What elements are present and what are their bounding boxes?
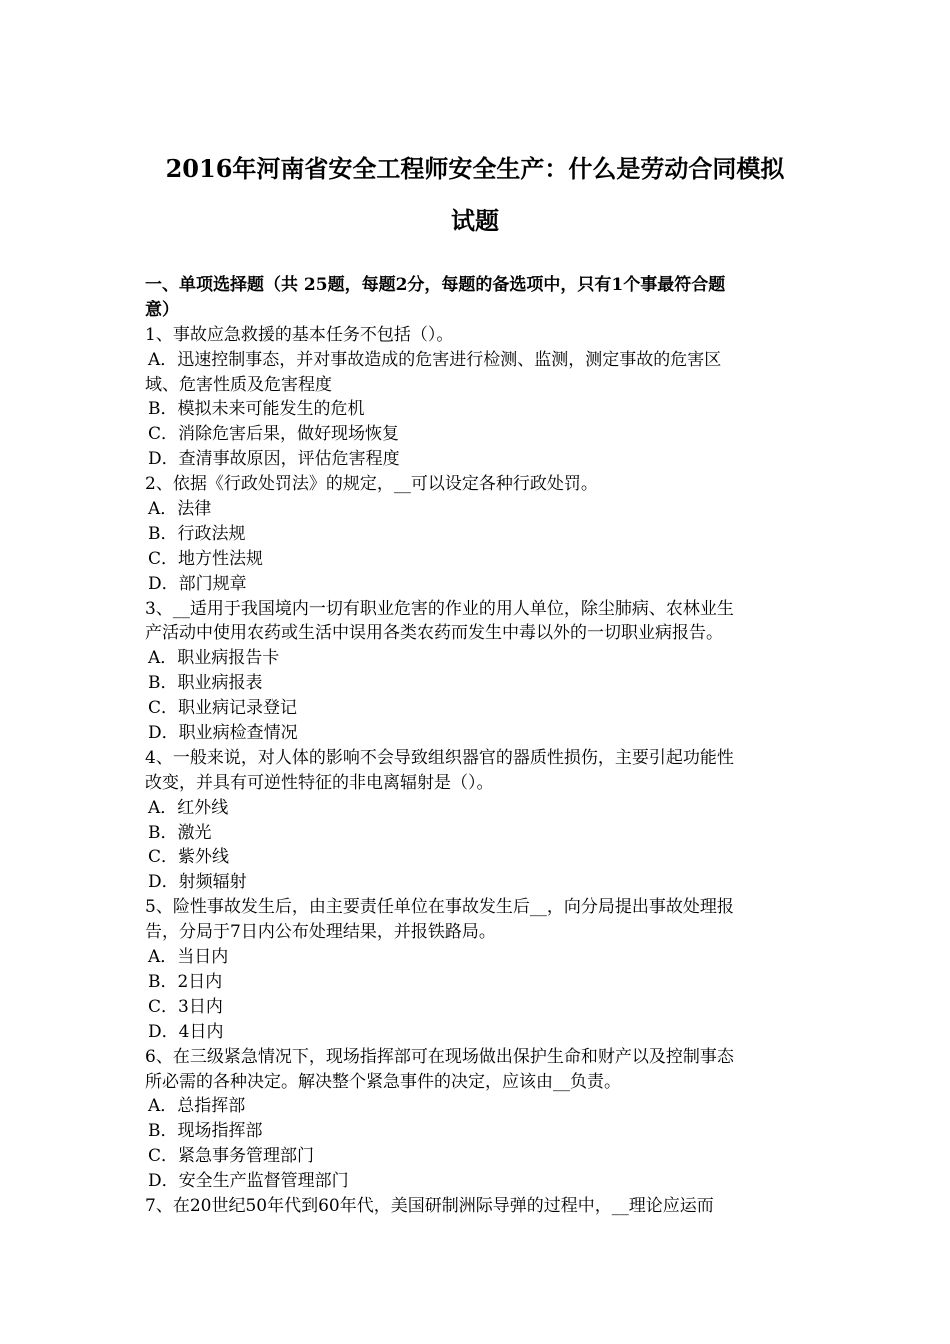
question-text-line: 6、在三级紧急情况下，现场指挥部可在现场做出保护生命和财产以及控制事态 <box>145 1046 734 1067</box>
section-heading-line: 意） <box>145 299 179 320</box>
question-text-line: 7、在20世纪50年代到60年代，美国研制洲际导弹的过程中，__理论应运而 <box>145 1195 714 1216</box>
section-heading-line: 一、单项选择题（共 25题，每题2分，每题的备选项中，只有1个事最符合题 <box>145 275 726 295</box>
question-text-line: 所必需的各种决定。解决整个紧急事件的决定，应该由__负责。 <box>145 1071 621 1092</box>
answer-option-line: B．现场指挥部 <box>148 1121 263 1142</box>
question-text-line: 4、一般来说，对人体的影响不会导致组织器官的器质性损伤，主要引起功能性 <box>145 747 734 768</box>
question-text-line: 2、依据《行政处罚法》的规定，__可以设定各种行政处罚。 <box>145 474 598 495</box>
question-text-line: 5、险性事故发生后，由主要责任单位在事故发生后__，向分局提出事故处理报 <box>145 897 734 918</box>
answer-option-line: B．行政法规 <box>148 523 246 544</box>
answer-option-line: A．法律 <box>148 499 212 520</box>
answer-option-line: A．红外线 <box>148 797 229 818</box>
document-title-line-1: 2016年河南省安全工程师安全生产：什么是劳动合同模拟 <box>165 154 785 183</box>
answer-option-line: D．查清事故原因，评估危害程度 <box>148 449 400 470</box>
answer-option-line: A．迅速控制事态，并对事故造成的危害进行检测、监测，测定事故的危害区 <box>148 349 722 370</box>
question-text-line: 域、危害性质及危害程度 <box>145 374 332 395</box>
answer-option-line: C．地方性法规 <box>148 548 264 569</box>
question-text-line: 改变，并具有可逆性特征的非电离辐射是（）。 <box>145 772 494 793</box>
answer-option-line: A．职业病报告卡 <box>148 648 280 669</box>
answer-option-line: D．4日内 <box>148 1021 224 1042</box>
answer-option-line: B．激光 <box>148 822 212 843</box>
answer-option-line: D．职业病检查情况 <box>148 723 298 744</box>
answer-option-line: D．射频辐射 <box>148 872 247 893</box>
answer-option-line: B．模拟未来可能发生的危机 <box>148 399 365 420</box>
answer-option-line: A．当日内 <box>148 947 229 968</box>
answer-option-line: B．2日内 <box>148 971 223 992</box>
answer-option-line: C．紧急事务管理部门 <box>148 1146 315 1167</box>
document-title-line-2: 试题 <box>451 206 499 235</box>
answer-option-line: A．总指挥部 <box>148 1096 246 1117</box>
question-text-line: 1、事故应急救援的基本任务不包括（）。 <box>145 324 454 345</box>
question-text-line: 产活动中使用农药或生活中误用各类农药而发生中毒以外的一切职业病报告。 <box>145 623 723 644</box>
answer-option-line: B．职业病报表 <box>148 673 263 694</box>
answer-option-line: C．消除危害后果，做好现场恢复 <box>148 424 400 445</box>
document-body <box>145 273 815 1219</box>
answer-option-line: C．紫外线 <box>148 847 230 868</box>
answer-option-line: D．安全生产监督管理部门 <box>148 1171 349 1192</box>
answer-option-line: C．职业病记录登记 <box>148 698 298 719</box>
answer-option-line: D．部门规章 <box>148 573 247 594</box>
question-text-line: 3、__适用于我国境内一切有职业危害的作业的用人单位，除尘肺病、农林业生 <box>145 598 734 619</box>
question-text-line: 告，分局于7日内公布处理结果，并报铁路局。 <box>145 922 496 943</box>
answer-option-line: C．3日内 <box>148 996 223 1017</box>
